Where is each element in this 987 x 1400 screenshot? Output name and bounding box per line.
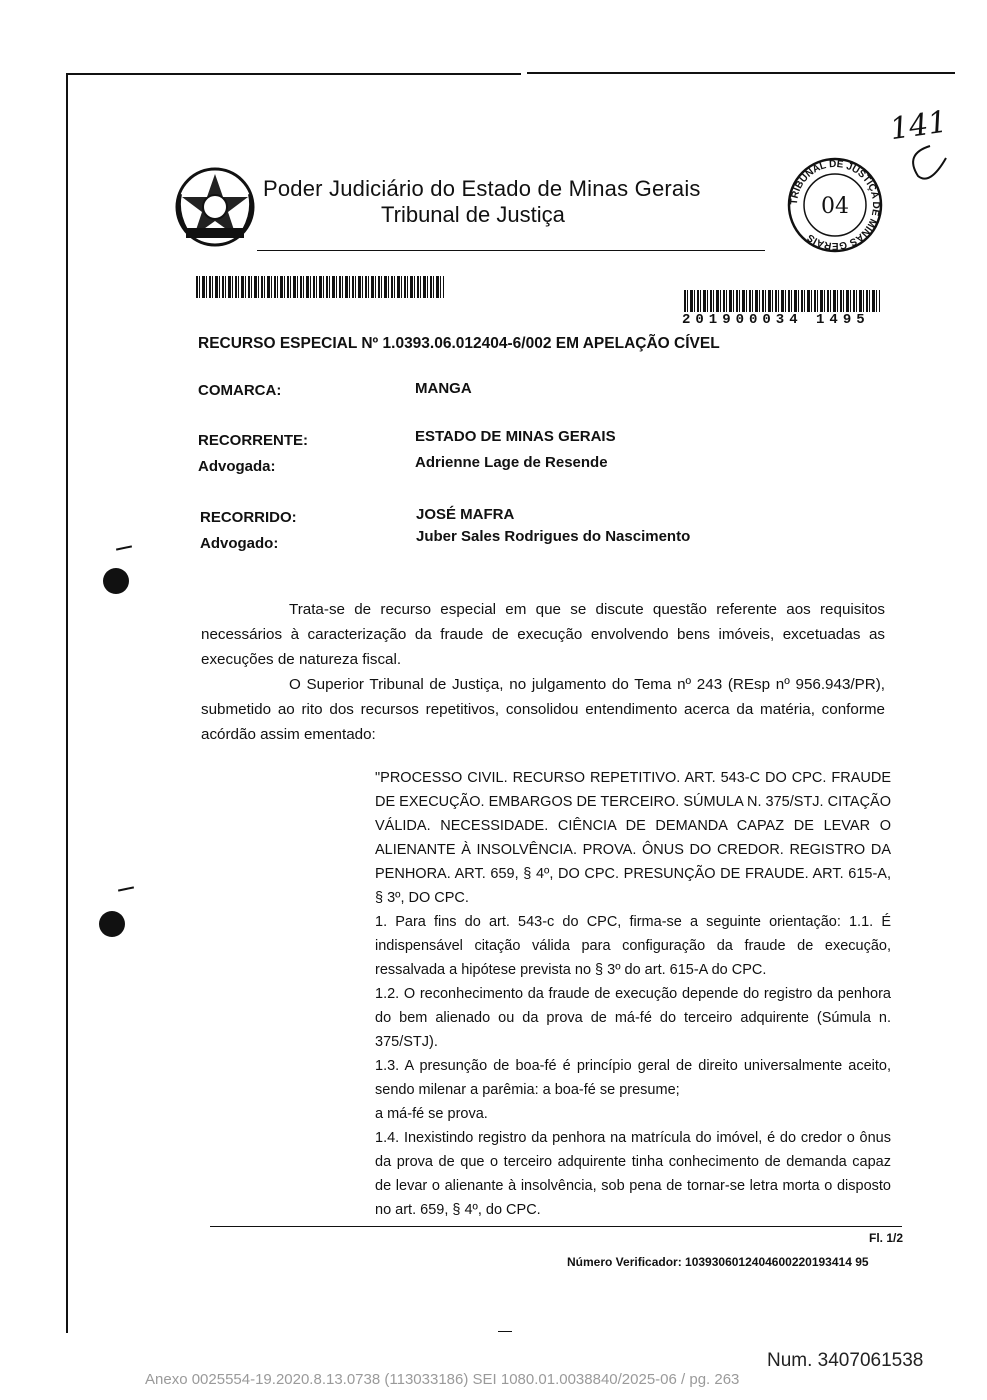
header-title-line1: Poder Judiciário do Estado de Minas Gerais (263, 176, 701, 201)
page-number: Fl. 1/2 (869, 1231, 904, 1245)
document-heading: RECURSO ESPECIAL Nº 1.0393.06.012404-6/002 EM APELAÇÃO CÍVEL (198, 335, 720, 352)
barcode-number: 201900034 1495 (682, 312, 870, 328)
annex-watermark: Anexo 0025554-19.2020.8.13.0738 (113033186) SEI 1080.01.0038840/2025-06 / pg. 263 (145, 1371, 740, 1388)
advogada-value: Adrienne Lage de Resende (415, 454, 608, 471)
barcode-right (684, 290, 880, 312)
frame-left (66, 73, 68, 1333)
punch-mark-bottom (118, 886, 134, 891)
ementa-item-3b: a má-fé se prova. (375, 1106, 488, 1122)
ementa-quote (375, 766, 891, 1222)
numero-verificador: Número Verificador: 1039306012404600220193414 95 (567, 1255, 869, 1269)
handwritten-note (884, 96, 960, 192)
comarca-label: COMARCA: (198, 382, 282, 399)
header-underline (257, 250, 765, 251)
stamp-number: 04 (821, 194, 849, 219)
footer-rule (210, 1226, 902, 1227)
handwritten-note-text: 141 (887, 104, 950, 148)
recorrido-value: JOSÉ MAFRA (416, 506, 515, 523)
punch-hole-top (103, 568, 129, 594)
punch-mark-top (116, 545, 132, 550)
ementa-item-4: 1.4. Inexistindo registro da penhora na matrícula do imóvel, é do credor o ônus da prova de que o terceiro adquirente tinha conhecimento de demanda capaz de levar o alienante à insolvência, sob pena de tornar-se letra morta o disposto no art. 659, § 4º, do CPC. (375, 1130, 891, 1218)
punch-hole-bottom (99, 911, 125, 937)
comarca-value: MANGA (415, 380, 472, 397)
recorrente-value: ESTADO DE MINAS GERAIS (415, 428, 616, 445)
advogado-value: Juber Sales Rodrigues do Nascimento (416, 528, 691, 545)
advogado-label: Advogado: (200, 535, 279, 552)
frame-top-right (527, 72, 955, 74)
frame-bottom-mark (498, 1331, 512, 1332)
court-stamp-icon (786, 156, 884, 254)
ementa-item-1: 1. Para fins do art. 543-c do CPC, firma-se a seguinte orientação: 1.1. É indispensável citação válida para configuração da fraude de execução, ressalvada a hipótese prevista no § 3º do art. 615-A do CPC. (375, 914, 891, 978)
header-title-line2: Tribunal de Justiça (381, 202, 565, 227)
recorrente-label: RECORRENTE: (198, 432, 309, 449)
body-text (201, 597, 885, 747)
document-num: Num. 3407061538 (767, 1350, 924, 1371)
paragraph-2: O Superior Tribunal de Justiça, no julgamento do Tema nº 243 (REsp nº 956.943/PR), submetido ao rito dos recursos repetitivos, consolidou entendimento acerca da matéria, conforme acórdão assim ementado: (201, 676, 885, 743)
ementa-headline: "PROCESSO CIVIL. RECURSO REPETITIVO. ART. 543-C DO CPC. FRAUDE DE EXECUÇÃO. EMBARGOS DE TERCEIRO. SÚMULA N. 375/STJ. CITAÇÃO VÁLIDA. NECESSIDADE. CIÊNCIA DE DEMANDA CAPAZ DE LEVAR O ALIENANTE À INSOLVÊNCIA. PROVA. ÔNUS DO CREDOR. REGISTRO DA PENHORA. ART. 659, § 4º, DO CPC. PRESUNÇÃO DE FRAUDE. ART. 615-A, § 3º, DO CPC. (375, 770, 891, 906)
coat-of-arms-icon (172, 164, 258, 250)
barcode-left (196, 276, 444, 298)
paragraph-1: Trata-se de recurso especial em que se discute questão referente aos requisitos necessários à caracterização da fraude de execução envolvendo bens imóveis, excetuadas as execuções de natureza fiscal. (201, 601, 885, 668)
frame-top-left (66, 73, 521, 75)
ementa-item-2: 1.2. O reconhecimento da fraude de execução depende do registro da penhora do bem alienado ou da prova de má-fé do terceiro adquirente (Súmula n. 375/STJ). (375, 986, 891, 1050)
stamp-text: TRIBUNAL DE JUSTIÇA DE MINAS GERAIS (788, 158, 882, 252)
advogada-label: Advogada: (198, 458, 276, 475)
recorrido-label: RECORRIDO: (200, 509, 297, 526)
ementa-item-3: 1.3. A presunção de boa-fé é princípio geral de direito universalmente aceito, sendo milenar a parêmia: a boa-fé se presume; (375, 1058, 891, 1098)
